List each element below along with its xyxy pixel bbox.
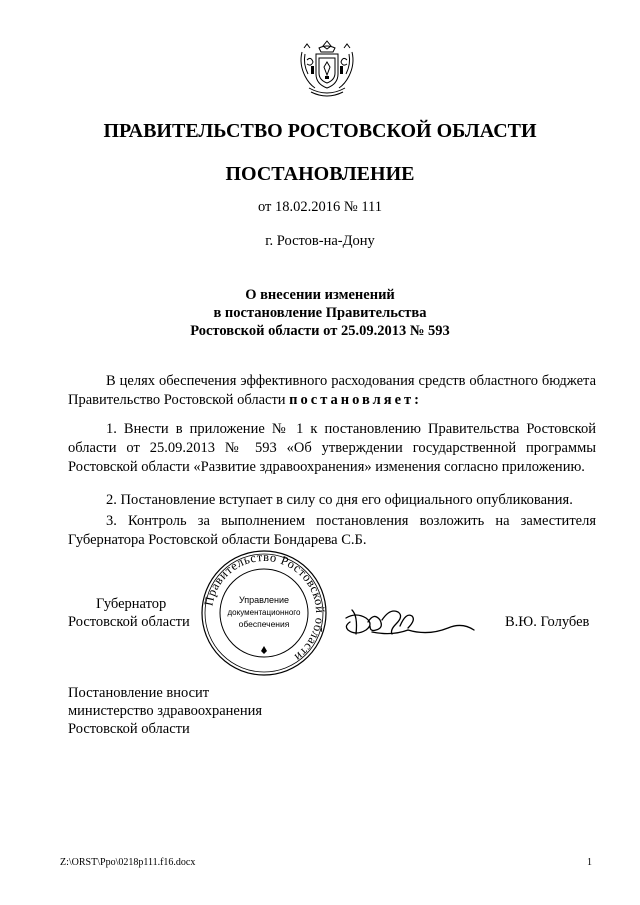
preamble-text: В целях обеспечения эффективного расходования средств областного бюджета Правительство Ростовской области bbox=[68, 373, 596, 408]
submitted-by-line-3: Ростовской области bbox=[68, 721, 190, 737]
stamp-inner-line-3: обеспечения bbox=[238, 619, 290, 629]
handwritten-signature bbox=[342, 596, 477, 644]
item-1-paragraph: 1. Внести в приложение № 1 к постановлению Правительства Ростовской области от 25.09.2013 № 593 «Об утверждении государственной программы Ростовской области «Развитие здравоохранения» изменения согласно приложению. bbox=[68, 421, 596, 475]
document-type-title: ПОСТАНОВЛЕНИЕ bbox=[225, 163, 415, 185]
submitted-by-block bbox=[68, 684, 262, 738]
submitted-by-line-1: Постановление вносит bbox=[68, 685, 210, 701]
subject-line-1: О внесении изменений bbox=[245, 287, 395, 303]
item-2-paragraph: 2. Постановление вступает в силу со дня его официального опубликования. bbox=[106, 492, 573, 508]
stamp-inner-line-2: документационного bbox=[227, 608, 301, 617]
signatory-position-line-2: Ростовской области bbox=[68, 614, 190, 630]
official-stamp bbox=[199, 548, 329, 678]
preamble-paragraph bbox=[68, 372, 596, 410]
city-line: г. Ростов-на-Дону bbox=[265, 233, 375, 249]
signatory-name: В.Ю. Голубев bbox=[505, 614, 590, 630]
stamp-inner-line-1: Управление bbox=[238, 595, 290, 605]
subject-line-2: в постановление Правительства bbox=[213, 305, 427, 321]
submitted-by-line-2: министерство здравоохранения bbox=[68, 703, 263, 719]
coat-of-arms-emblem bbox=[297, 38, 357, 100]
resolves-word: постановляет: bbox=[289, 392, 423, 408]
date-and-number: от 18.02.2016 № 111 bbox=[257, 199, 383, 215]
signatory-position-line-1: Губернатор bbox=[96, 596, 167, 612]
footer-page-number: 1 bbox=[587, 857, 592, 868]
subject-line-3: Ростовской области от 25.09.2013 № 593 bbox=[190, 323, 450, 339]
document-issuer-title: ПРАВИТЕЛЬСТВО РОСТОВСКОЙ ОБЛАСТИ bbox=[103, 120, 537, 142]
stamp-ring-text: Правительство Ростовской области bbox=[201, 549, 328, 665]
footer-file-path: Z:\ORST\Ppo\0218p111.f16.docx bbox=[60, 857, 196, 868]
document-subject bbox=[0, 286, 640, 340]
item-3-paragraph: 3. Контроль за выполнением постановления возложить на заместителя Губернатора Ростовской области Бондарева С.Б. bbox=[68, 513, 596, 548]
